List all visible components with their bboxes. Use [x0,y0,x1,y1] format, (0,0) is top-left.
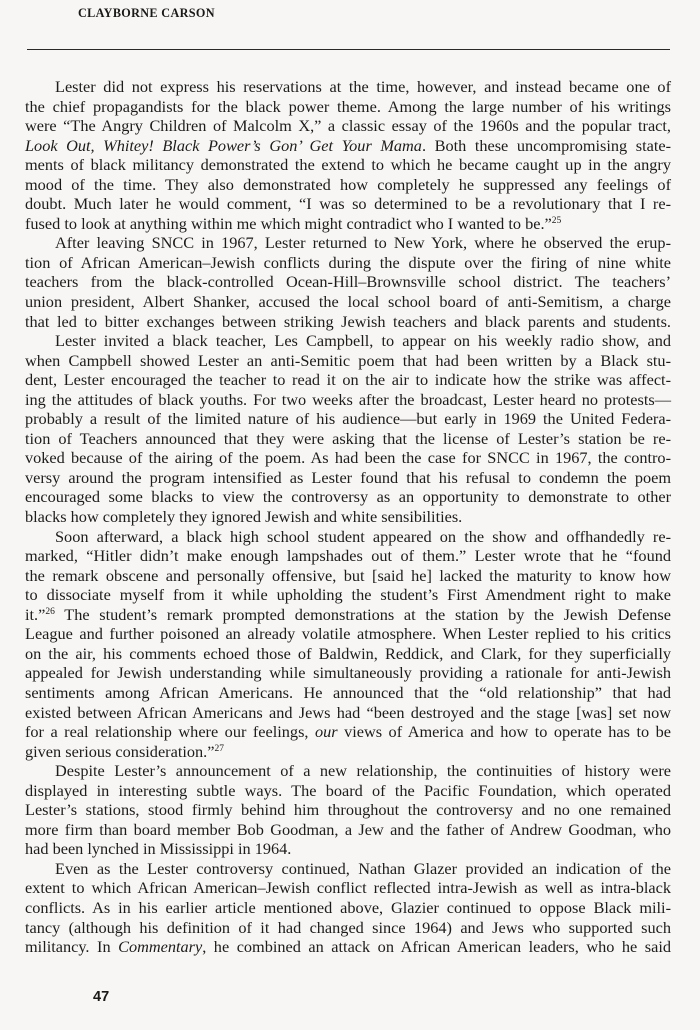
text-line: more firm than board member Bob Goodman, a Jew and the father of Andrew Goodman, who [25,819,671,839]
italic-title: Look Out, Whitey! Black Power’s Gon’ Get Your Mama [25,135,422,155]
text-line: fused to look at anything within me which might contradict who I wanted to be.”$^{25}$ [25,213,562,233]
text-line: Look Out, Whitey! Black Power’s Gon’ Get Your Mama. Both these uncompromising state- [25,135,671,155]
text-line: teachers from the black-controlled Ocean-Hill–Brownsville school district. The teachers’ [25,272,671,292]
text-line: sentiments among African Americans. He announced that the “old relationship” that had [25,682,671,702]
text-line: Lester invited a black teacher, Les Campbell, to appear on his weekly radio show, and [55,331,671,351]
italic-word: our [314,722,338,742]
text-line: ing the attitudes of black youths. For two weeks after the broadcast, Lester heard no protests— [25,389,671,409]
text-line: appealed for Jewish understanding while simultaneously providing a rationale for anti-Jewish [25,663,671,683]
text-line: existed between African Americans and Jews had “been destroyed and the stage [was] set now [25,702,671,722]
text-line: tion of Teachers announced that they were asking that the license of Lester’s station be re- [25,428,671,448]
text-line: for a real relationship where our feelings, our views of America and how to operate has to be [25,722,671,742]
text-line: the remark obscene and personally offensive, but [said he] lacked the maturity to know how [25,565,671,585]
body-text [25,77,671,957]
text-line: union president, Albert Shanker, accused the local school board of anti-Semitism, a charge [25,292,671,312]
text-line: versy around the program intensified as Lester found that his refusal to condemn the poem [25,467,671,487]
text-line: ments of black militancy demonstrated the extend to which he became caught up in the angry [25,155,671,175]
text-line: had been lynched in Mississippi in 1964. [25,839,292,859]
text-line: doubt. Much later he would comment, “I was so determined to be a revolutionary that I re- [25,194,671,214]
text-line: conflicts. As in his earlier article mentioned above, Glazier continued to oppose Black mili- [25,897,671,917]
text-line: Lester’s stations, stood firmly behind him throughout the controversy and no one remained [25,800,671,820]
text-line: League and further poisoned an already volatile atmosphere. When Lester replied to his critics [25,624,671,644]
text-line: given serious consideration.”$^{27}$ [25,741,224,761]
text-line: extent to which African American–Jewish conflict reflected intra-Jewish as well as intra-black [25,878,671,898]
text-line: Soon afterward, a black high school student appeared on the show and offhandedly re- [55,526,671,546]
text-line: After leaving SNCC in 1967, Lester returned to New York, where he observed the erup- [55,233,671,253]
page-number: 47 [93,989,110,1005]
text-line: mood of the time. They also demonstrated how completely he suppressed any feelings of [25,174,671,194]
header-rule [27,49,670,50]
footnote-ref: 26 [45,606,55,617]
text-line: that led to bitter exchanges between striking Jewish teachers and black parents and students. [25,311,671,331]
footnote-ref: 27 [214,743,224,754]
text-line: Even as the Lester controversy continued, Nathan Glazer provided an indication of the [55,858,671,878]
text-line: tion of African American–Jewish conflicts during the dispute over the firing of nine white [25,252,671,272]
footnote-ref: 25 [551,215,562,226]
text-line: Despite Lester’s announcement of a new relationship, the continuities of history were [55,761,671,781]
text-line: on the air, his comments echoed those of Baldwin, Reddick, and Clark, for they superficially [25,643,671,663]
text-line: to dissociate myself from it while upholding the student’s First Amendment right to make [25,585,671,605]
text-line: encouraged some blacks to view the controversy as an opportunity to demonstrate to other [25,487,671,507]
text-line: when Campbell showed Lester an anti-Semitic poem that had been written by a Black stu- [25,350,671,370]
text-line: were “The Angry Children of Malcolm X,” a classic essay of the 1960s and the popular tract, [25,116,671,136]
running-head: CLAYBORNE CARSON [78,6,215,20]
text-line: displayed in interesting subtle ways. The board of the Pacific Foundation, which operated [25,780,671,800]
italic-word: Commentary [118,937,203,957]
text-line: dent, Lester encouraged the teacher to read it on the air to indicate how the strike was affect- [25,370,671,390]
text-line: militancy. In Commentary, he combined an attack on African American leaders, who he said [25,937,671,957]
text-line: probably a result of the limited nature of his audience—but early in 1969 the United Federa- [25,409,671,429]
text-line: it.”$^{26}$ The student’s remark prompted demonstrations at the station by the Jewish Defense [25,604,671,624]
text-line: the chief propagandists for the black power theme. Among the large number of his writings [25,96,671,116]
text-line: tancy (although his definition of it had changed since 1964) and Jews who supported such [25,917,671,937]
text-line: blacks how completely they ignored Jewish and white sensibilities. [25,507,463,527]
text-line: Lester did not express his reservations at the time, however, and instead became one of [55,77,671,96]
text-line: voked because of the airing of the poem. As had been the case for SNCC in 1967, the contro- [25,448,671,468]
text-line: marked, “Hitler didn’t make enough lampshades out of them.” Lester wrote that he “found [25,546,671,566]
